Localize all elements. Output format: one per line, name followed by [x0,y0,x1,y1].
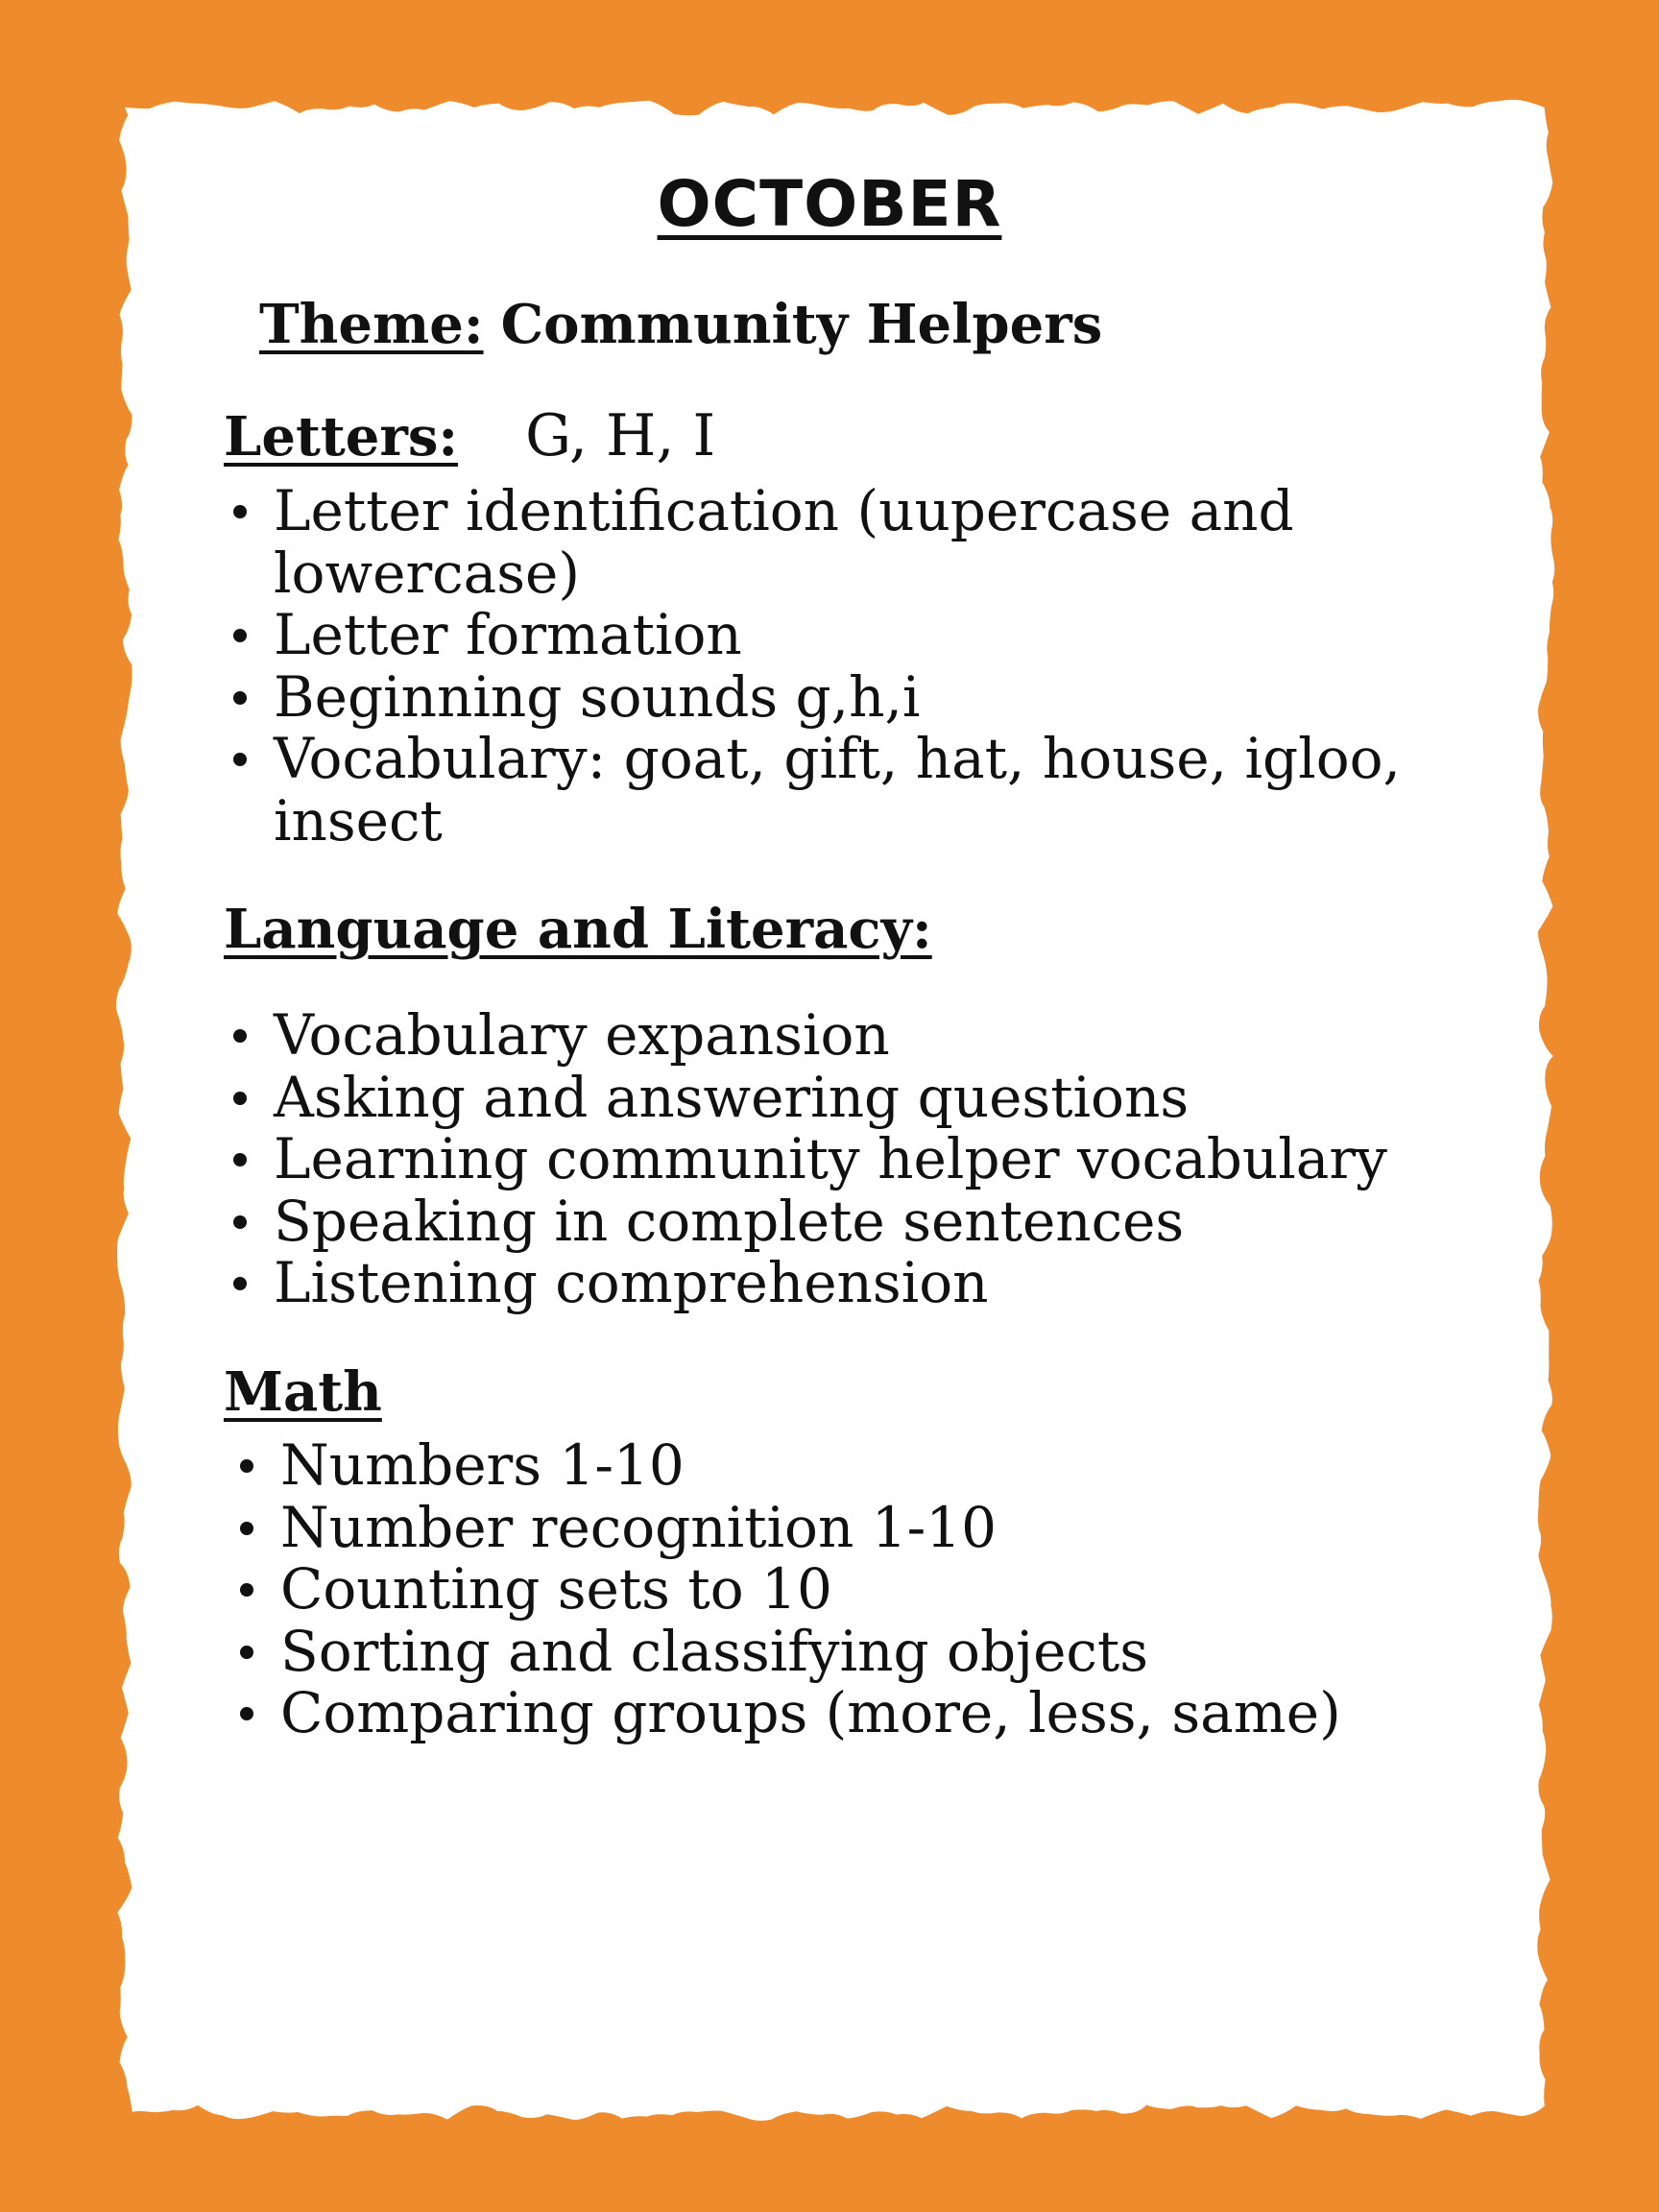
math-heading-row [224,1356,382,1429]
letters-heading-row [224,399,715,473]
letters-list [226,480,1407,852]
list-item: Speaking in complete sentences [226,1190,1407,1253]
list-item: Beginning sounds g,h,i [226,666,1407,729]
letters-heading: Letters: [224,405,459,469]
list-item: Learning community helper vocabulary [226,1128,1407,1190]
language-heading-row [224,893,932,966]
math-list [232,1434,1413,1744]
list-item: Letter identification (uupercase and lowercase) [226,480,1407,604]
theme-line [259,288,1102,361]
list-item: Comparing groups (more, less, same) [232,1682,1413,1744]
list-item: Number recognition 1-10 [232,1497,1413,1559]
list-item: Letter formation [226,604,1407,666]
theme-value: Community Helpers [500,293,1103,356]
list-item: Sorting and classifying objects [232,1621,1413,1683]
theme-label: Theme: [259,293,484,356]
language-list [226,1004,1407,1314]
language-heading: Language and Literacy: [224,898,932,961]
page-title [0,161,1659,248]
list-item: Vocabulary: goat, gift, hat, house, igloo, insect [226,728,1407,852]
list-item: Numbers 1-10 [232,1434,1413,1497]
list-item: Asking and answering questions [226,1067,1407,1129]
math-heading: Math [224,1360,382,1424]
list-item: Listening comprehension [226,1252,1407,1314]
letters-value: G, H, I [525,402,716,469]
title-text: OCTOBER [657,167,1002,241]
list-item: Vocabulary expansion [226,1004,1407,1067]
list-item: Counting sets to 10 [232,1558,1413,1621]
